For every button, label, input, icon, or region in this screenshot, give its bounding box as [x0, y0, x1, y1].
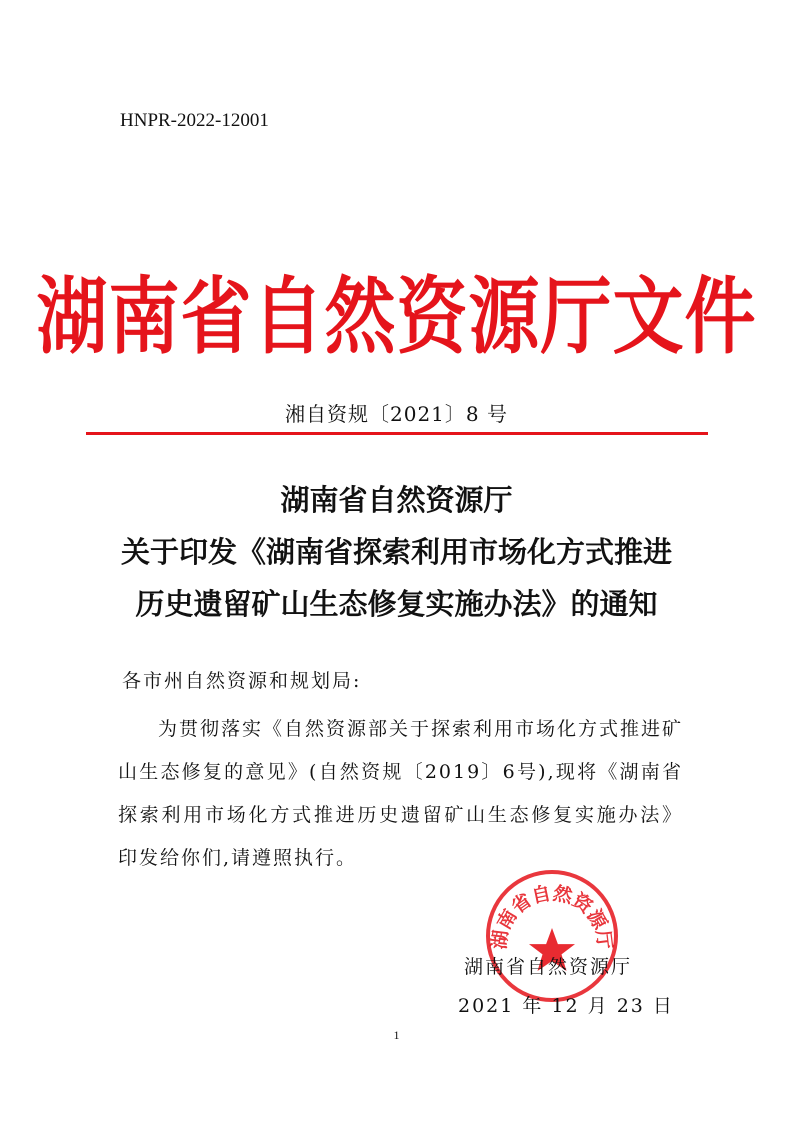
- page-number: 1: [393, 1028, 400, 1042]
- red-divider-line: [86, 432, 708, 435]
- document-number: 湘自资规〔2021〕8 号: [285, 402, 508, 426]
- official-seal: [484, 868, 620, 1004]
- salutation: 各市州自然资源和规划局:: [122, 670, 362, 692]
- headline-line-1: 湖南省自然资源厅: [280, 483, 513, 517]
- signature-organization: 湖南省自然资源厅: [464, 956, 633, 978]
- seal-text: 湖南省自然资源厅: [488, 882, 616, 951]
- headline-line-3: 历史遗留矿山生态修复实施办法》的通知: [135, 587, 658, 621]
- headline-line-2: 关于印发《湖南省探索利用市场化方式推进: [120, 535, 672, 569]
- issuing-organization-title: 湖南省自然资源厅文件: [36, 267, 757, 366]
- document-id: HNPR-2022-12001: [120, 110, 269, 131]
- body-paragraph: 为贯彻落实《自然资源部关于探索利用市场化方式推进矿山生态修复的意见》(自然资规〔2019〕6号),现将《湖南省探索利用市场化方式推进历史遗留矿山生态修复实施办法》印发给你们,请遵照执行。: [118, 718, 684, 869]
- signature-date: 2021 年 12 月 23 日: [458, 995, 674, 1017]
